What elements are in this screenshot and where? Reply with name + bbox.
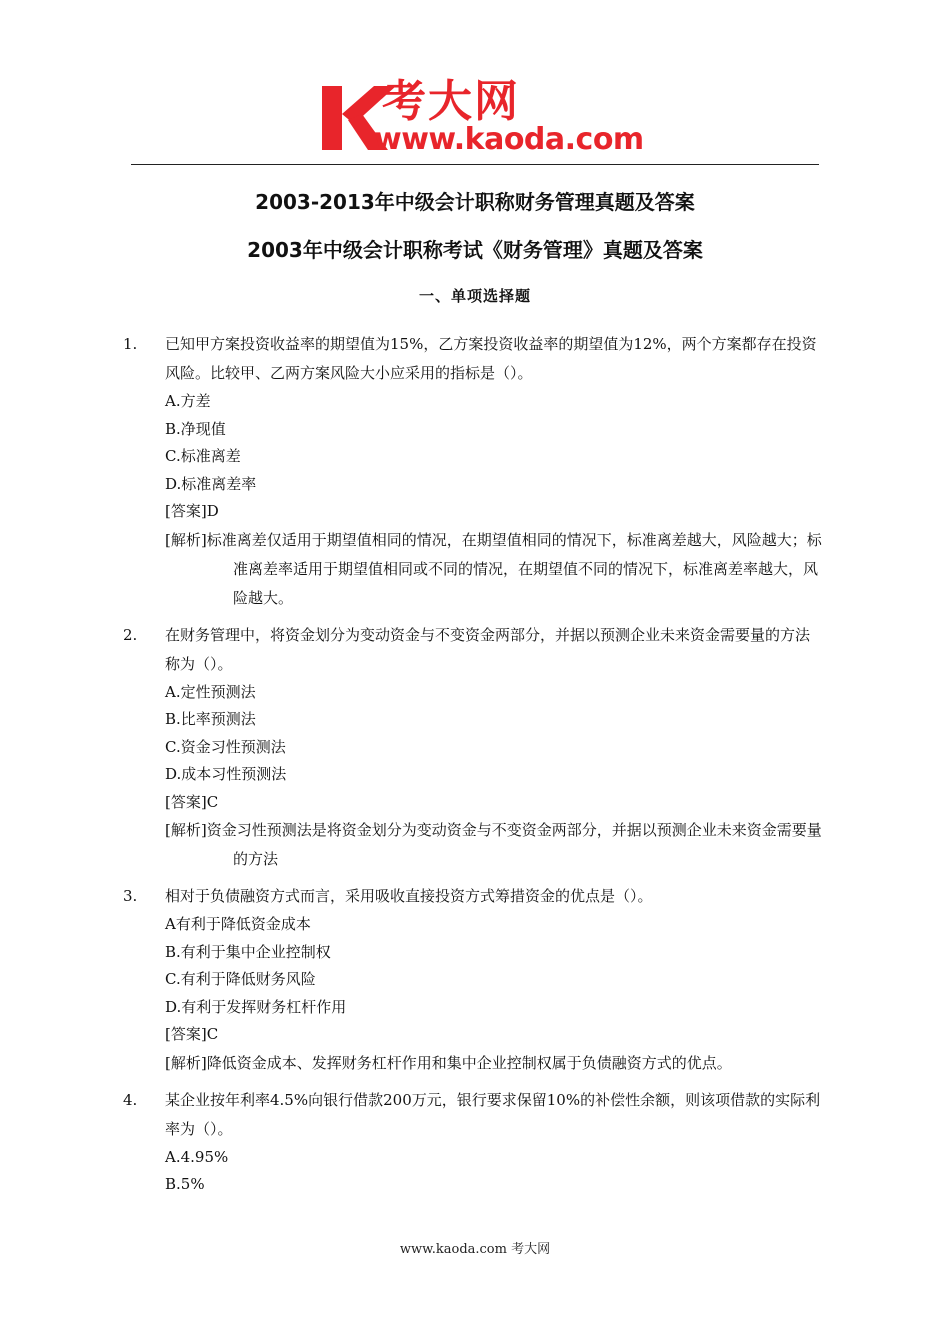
question-4	[123, 1086, 823, 1199]
answer: [答案]C	[165, 1025, 219, 1043]
header-divider	[131, 164, 819, 165]
question-stem: 在财务管理中，将资金划分为变动资金与不变资金两部分，并据以预测企业未来资金需要量的方法称为（）。	[165, 625, 811, 673]
question-stem: 相对于负债融资方式而言，采用吸收直接投资方式筹措资金的优点是（）。	[165, 887, 653, 905]
page-footer: www.kaoda.com 考大网	[399, 1242, 551, 1257]
explanation: [解析]降低资金成本、发挥财务杠杆作用和集中企业控制权属于负债融资方式的优点。	[165, 1053, 732, 1072]
brand-url: www.kaoda.com	[374, 122, 644, 157]
option-b: B.5%	[165, 1175, 205, 1193]
option-a: A.定性预测法	[165, 682, 256, 701]
explanation: [解析]资金习性预测法是将资金划分为变动资金与不变资金两部分，并据以预测企业未来资金需要量的方法	[165, 821, 822, 868]
option-c: C.有利于降低财务风险	[165, 970, 316, 988]
question-1	[123, 330, 823, 613]
option-b: B.比率预测法	[165, 710, 256, 728]
option-a: A.方差	[165, 392, 211, 410]
question-number: 4.	[123, 1090, 138, 1109]
option-d: D.标准离差率	[165, 474, 257, 493]
document-title: 2003-2013年中级会计职称财务管理真题及答案	[255, 190, 695, 214]
question-stem: 已知甲方案投资收益率的期望值为15%，乙方案投资收益率的期望值为12%，两个方案都存在投资风险。比较甲、乙两方案风险大小应采用的指标是（）。	[165, 335, 817, 382]
question-number: 2.	[123, 625, 138, 644]
question-2	[123, 621, 823, 875]
option-c: C.标准离差	[165, 447, 241, 465]
option-a: A.4.95%	[165, 1147, 229, 1166]
brand-name: 考大网	[382, 76, 520, 127]
question-list	[123, 330, 823, 1207]
question-number: 3.	[123, 887, 138, 905]
document-subtitle: 2003年中级会计职称考试《财务管理》真题及答案	[247, 238, 703, 262]
option-b: B.净现值	[165, 419, 226, 438]
option-c: C.资金习性预测法	[165, 737, 286, 756]
answer: [答案]C	[165, 792, 219, 811]
option-d: D.有利于发挥财务杠杆作用	[165, 997, 347, 1016]
question-stem: 某企业按年利率4.5%向银行借款200万元，银行要求保留10%的补偿性余额，则该项借款的实际利率为（）。	[165, 1090, 821, 1138]
kaoda-logo	[318, 76, 644, 160]
option-a: A有利于降低资金成本	[165, 915, 311, 933]
option-b: B.有利于集中企业控制权	[165, 942, 331, 961]
answer: [答案]D	[165, 502, 219, 520]
option-d: D.成本习性预测法	[165, 765, 287, 783]
section-heading: 一、单项选择题	[418, 287, 531, 305]
explanation: [解析]标准离差仅适用于期望值相同的情况，在期望值相同的情况下，标准离差越大，风险越大；标准离差率适用于期望值相同或不同的情况，在期望值不同的情况下，标准离差率越大，风险越大。	[165, 530, 822, 607]
question-number: 1.	[123, 335, 138, 353]
question-3	[123, 882, 823, 1078]
